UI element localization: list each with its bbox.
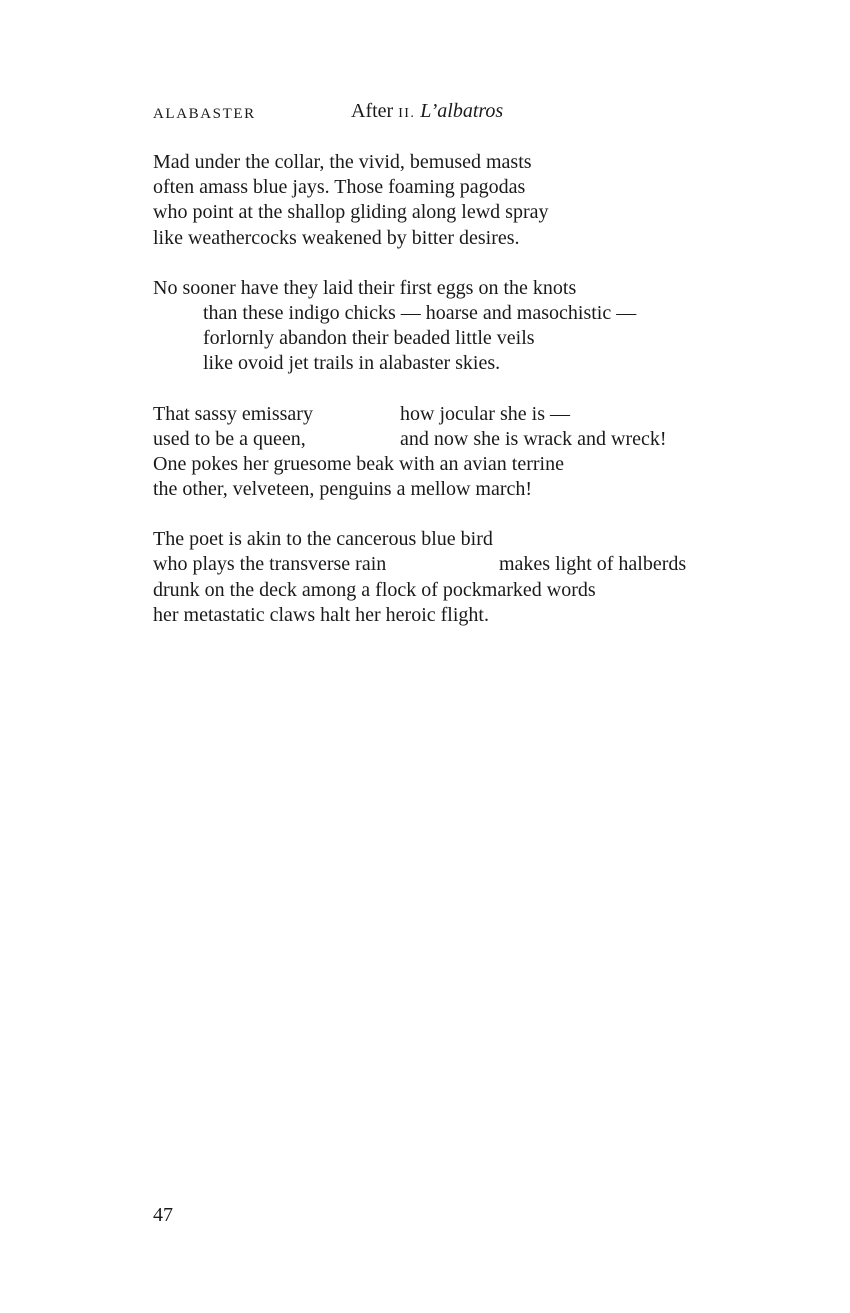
page-number: 47 [153,1204,173,1226]
poem-line: Mad under the collar, the vivid, bemused masts [153,151,532,173]
poem-line: No sooner have they laid their first eggs on the knots [153,276,577,299]
title-prefix: After [351,100,394,122]
poem-line: like weathercocks weakened by bitter desires. [153,226,520,249]
title-italic: L’albatros [420,100,504,122]
poem-line [153,578,753,603]
line-segment: The poet is akin to the cancerous blue bird [153,528,493,551]
line-segment: drunk on the deck among a flock of pockmarked words [153,578,596,601]
poem-line [153,402,753,427]
poem-line: who point at the shallop gliding along lewd spray [153,201,549,224]
poem-line: often amass blue jays. Those foaming pagodas [153,176,526,199]
poem-line [153,427,753,452]
stanza-4 [153,527,753,628]
line-segment: One pokes her gruesome beak with an avian terrine [153,452,564,475]
line-segment: who plays the transverse rain [153,553,387,576]
line-segment-offset: how jocular she is — [400,402,570,425]
stanza-1 [153,150,753,251]
poem-body [153,150,753,653]
line-segment: the other, velveteen, penguins a mellow march! [153,478,533,501]
poem-line [153,603,753,628]
poem-line [153,527,753,552]
poem-line [153,452,753,477]
poem-line [153,477,753,502]
poem-line [153,552,753,577]
running-header [153,100,753,126]
line-segment: her metastatic claws halt her heroic flight. [153,603,489,626]
section-title: ALABASTER [153,106,256,122]
stanza-2 [153,276,753,377]
poem-title [351,100,503,123]
poem-line-indented: forlornly abandon their beaded little veils [203,327,535,350]
title-numeral: II. [398,106,416,121]
line-segment-offset: and now she is wrack and wreck! [400,427,667,450]
poem-line-indented: like ovoid jet trails in alabaster skies. [203,352,501,375]
line-segment: That sassy emissary [153,402,313,425]
stanza-3 [153,402,753,503]
line-segment-offset: makes light of halberds [499,553,687,576]
poem-line-indented: than these indigo chicks — hoarse and masochistic — [203,301,637,324]
line-segment: used to be a queen, [153,427,306,450]
